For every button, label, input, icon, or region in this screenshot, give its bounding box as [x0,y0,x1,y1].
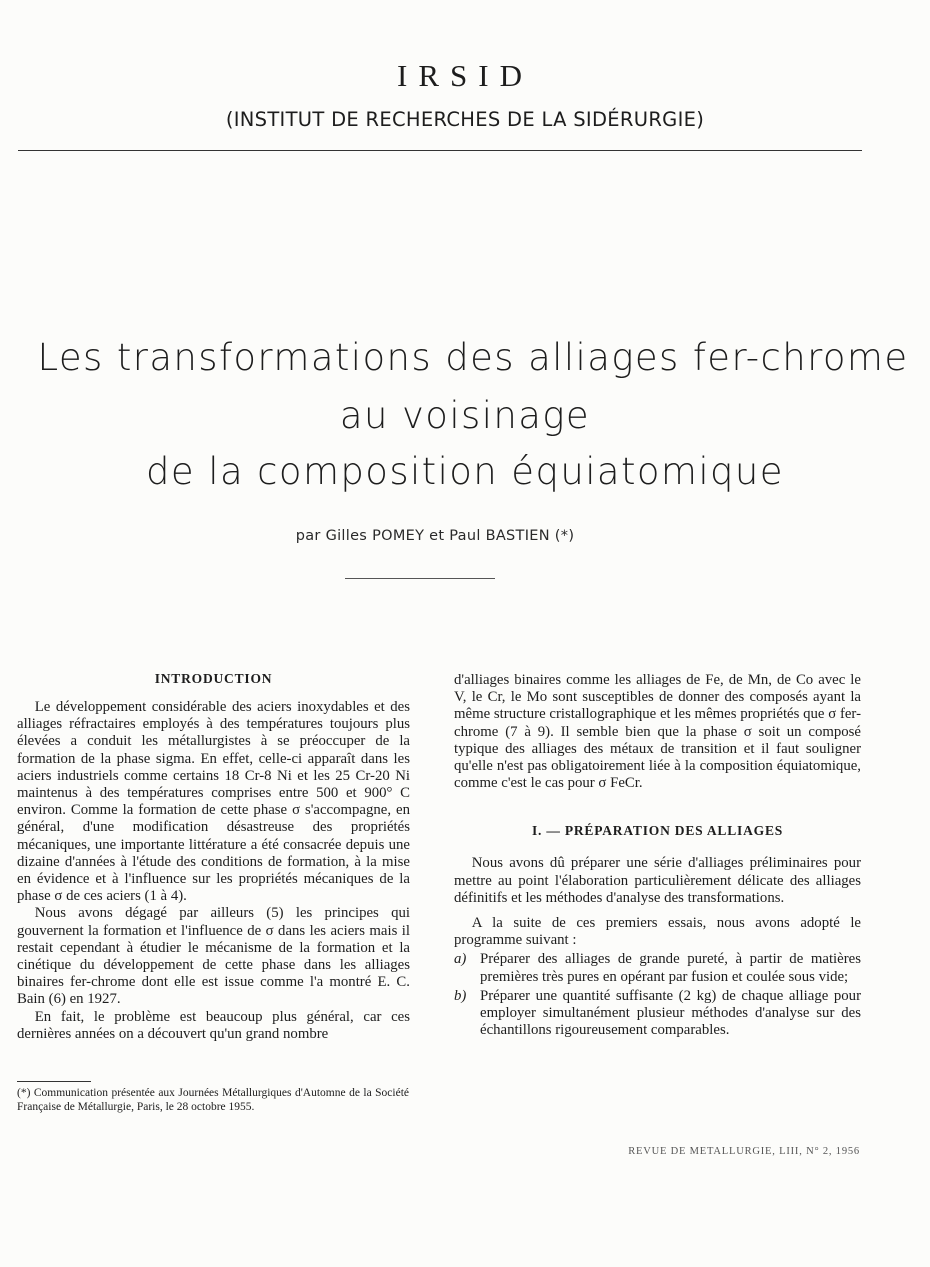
intro-paragraph-3: En fait, le problème est beaucoup plus général, car ces dernières années on a découvert qu'un grand nombre [17,1008,410,1042]
article-title-line-1: Les transformations des alliages fer-chrome [37,336,909,379]
section-1-paragraph-1: Nous avons dû préparer une série d'alliages préliminaires pour mettre au point l'élaboration particulièrement délicate des alliages définitifs et les méthodes d'analyse des transformations. [454,855,861,906]
footnote-rule [17,1081,91,1082]
article-title-line-3: de la composition équiatomique [146,450,784,493]
running-footer: REVUE DE METALLURGIE, LIII, N° 2, 1956 [628,1146,860,1157]
list-item-text: Préparer une quantité suffisante (2 kg) de chaque alliage pour employer simultanément plusieur méthodes d'analyse sur des échantillons rigoureusement comparables. [480,987,861,1039]
section-1-paragraph-2: A la suite de ces premiers essais, nous avons adopté le programme suivant : [454,915,861,949]
introduction-heading: INTRODUCTION [154,671,273,686]
intro-paragraph-1: Le développement considérable des aciers inoxydables et des alliages réfractaires employés à des températures toujours plus élevées a conduit les métallurgistes à se préoccuper de la formation de la phase sigma. En effet, celle-ci apparaît dans les aciers industriels comme certains 18 Cr-8 Ni et les 25 Cr-20 Ni maintenus à des températures comprises entre 500 et 900° C environ. Comme la formation de cette phase σ s'accompagne, en général, d'une modification désastreuse des propriétés mécaniques, une importante littérature a été consacrée depuis une dizaine d'années à l'étude des conditions de formation, à la mise en évidence et à l'influence sur les propriétés mécaniques de la phase σ de ces aciers (1 à 4). [17,699,410,905]
header-rule [18,150,862,151]
list-item [454,988,861,1040]
org-acronym: IRSID [397,58,533,93]
right-column [454,672,861,1039]
intro-paragraph-3-continued: d'alliages binaires comme les alliages de Fe, de Mn, de Co avec le V, le Cr, le Mo sont susceptibles de donner des composés ayant la même structure cristallographique et les mêmes propriétés que σ fer-chrome (7 à 9). Il semble bien que la phase σ soit un composé typique des alliages des métaux de transition et il faut souligner qu'elle n'est pas obligatoirement liée à la composition équiatomique, comme c'est le cas pour σ FeCr. [454,672,861,792]
list-item-marker: b) [454,987,467,1004]
article-title-line-2: au voisinage [339,394,591,437]
list-item-text: Préparer des alliages de grande pureté, à partir de matières premières très pures en opérant par fusion et coulée sous vide; [480,951,861,985]
byline: par Gilles POMEY et Paul BASTIEN (*) [295,528,575,544]
list-item [454,951,861,985]
org-fullname: (INSTITUT DE RECHERCHES DE LA SIDÉRURGIE) [225,108,705,131]
footnote: (*) Communication présentée aux Journées Métallurgiques d'Automne de la Société Française de Métallurgie, Paris, le 28 octobre 1955. [17,1087,409,1113]
intro-paragraph-2: Nous avons dégagé par ailleurs (5) les principes qui gouvernent la formation et l'influence de σ dans les aciers mais il restait cependant à étudier le mécanisme de la formation et la cinétique du développement de cette phase dans les alliages binaires fer-chrome dont elle est issue comme l'a montré E. C. Bain (6) en 1927. [17,905,410,1008]
left-column [17,670,410,1043]
section-1-heading: I. — PRÉPARATION DES ALLIAGES [531,823,784,839]
byline-rule [345,578,495,579]
list-item-marker: a) [454,951,467,968]
